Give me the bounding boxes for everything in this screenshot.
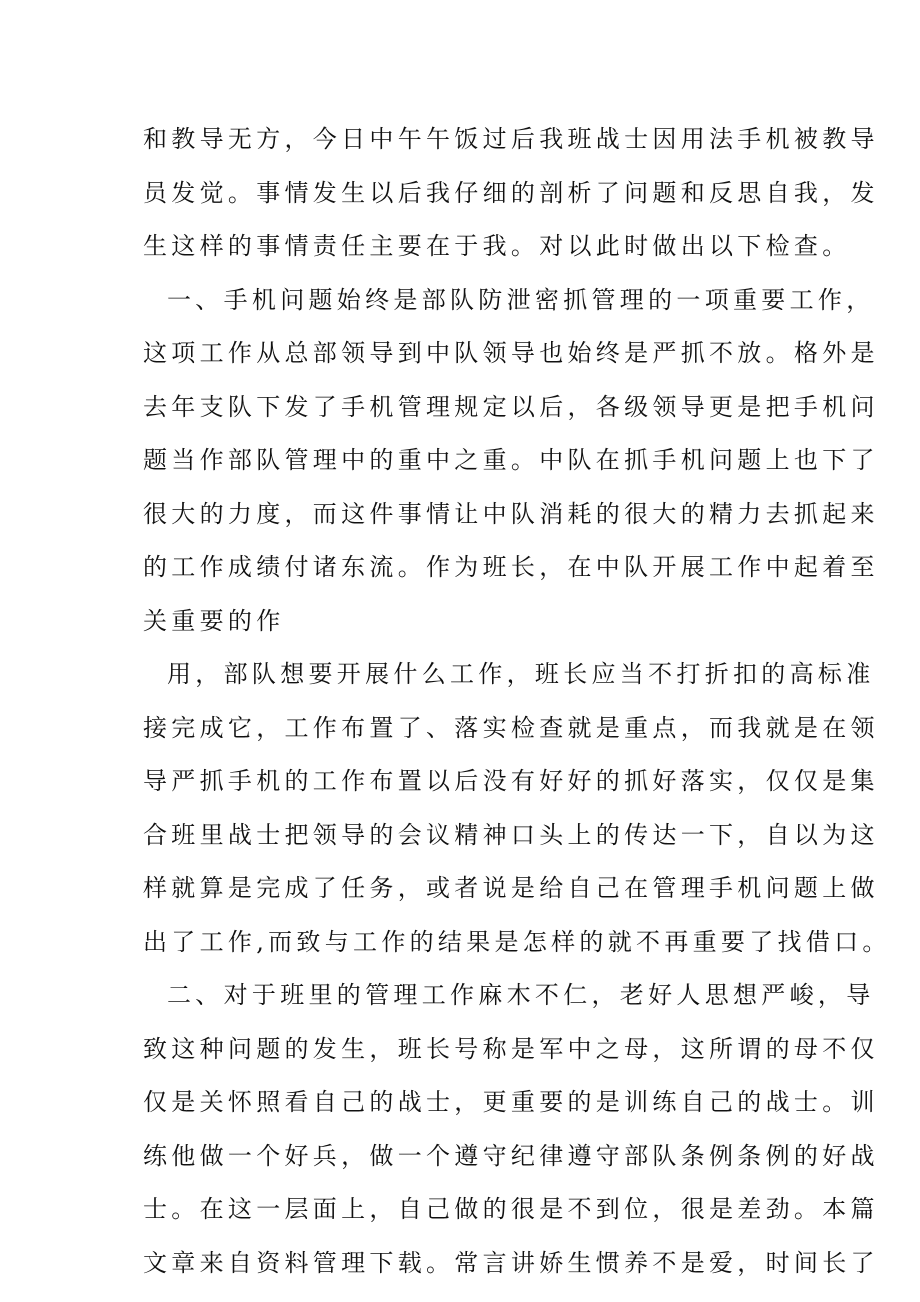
text-line: 去年支队下发了手机管理规定以后，各级领导更是把手机问 [143, 392, 879, 421]
text-line: 导严抓手机的工作布置以后没有好好的抓好落实，仅仅是集 [143, 767, 879, 795]
text-line: 接完成它，工作布置了、落实检查就是重点，而我就是在领 [143, 713, 879, 742]
document-body [143, 113, 891, 1290]
text-line: 生这样的事情责任主要在于我。对以此时做出以下检查。 [143, 232, 851, 260]
text-line: 一、手机问题始终是部队防泄密抓管理的一项重要工作， [167, 285, 875, 314]
text-line: 员发觉。事情发生以后我仔细的剖析了问题和反思自我，发 [143, 178, 879, 207]
text-line: 二、对于班里的管理工作麻木不仁，老好人思想严峻，导 [167, 981, 875, 1009]
text-line: 的工作成绩付诸东流。作为班长，在中队开展工作中起着至 [143, 553, 879, 581]
text-line: 致这种问题的发生，班长号称是军中之母，这所谓的母不仅 [143, 1034, 879, 1063]
text-line: 用，部队想要开展什么工作，班长应当不打折扣的高标准 [167, 660, 875, 688]
text-line: 士。在这一层面上，自己做的很是不到位，很是差劲。本篇 [143, 1195, 879, 1223]
text-line: 练他做一个好兵，做一个遵守纪律遵守部队条例条例的好战 [143, 1141, 879, 1170]
text-line: 题当作部队管理中的重中之重。中队在抓手机问题上也下了 [143, 446, 879, 474]
text-line: 合班里战士把领导的会议精神口头上的传达一下，自以为这 [143, 820, 879, 849]
text-line: 和教导无方，今日中午午饭过后我班战士因用法手机被教导 [143, 125, 879, 153]
text-line: 文章来自资料管理下载。常言讲娇生惯养不是爱，时间长了 [143, 1248, 879, 1277]
text-line: 样就算是完成了任务，或者说是给自己在管理手机问题上做 [143, 874, 879, 902]
text-line: 出了工作,而致与工作的结果是怎样的就不再重要了找借口。 [143, 927, 891, 956]
text-line: 这项工作从总部领导到中队领导也始终是严抓不放。格外是 [143, 339, 879, 367]
text-line: 很大的力度，而这件事情让中队消耗的很大的精力去抓起来 [143, 499, 879, 528]
text-line: 关重要的作 [143, 606, 285, 635]
text-line: 仅是关怀照看自己的战士，更重要的是训练自己的战士。训 [143, 1088, 879, 1116]
